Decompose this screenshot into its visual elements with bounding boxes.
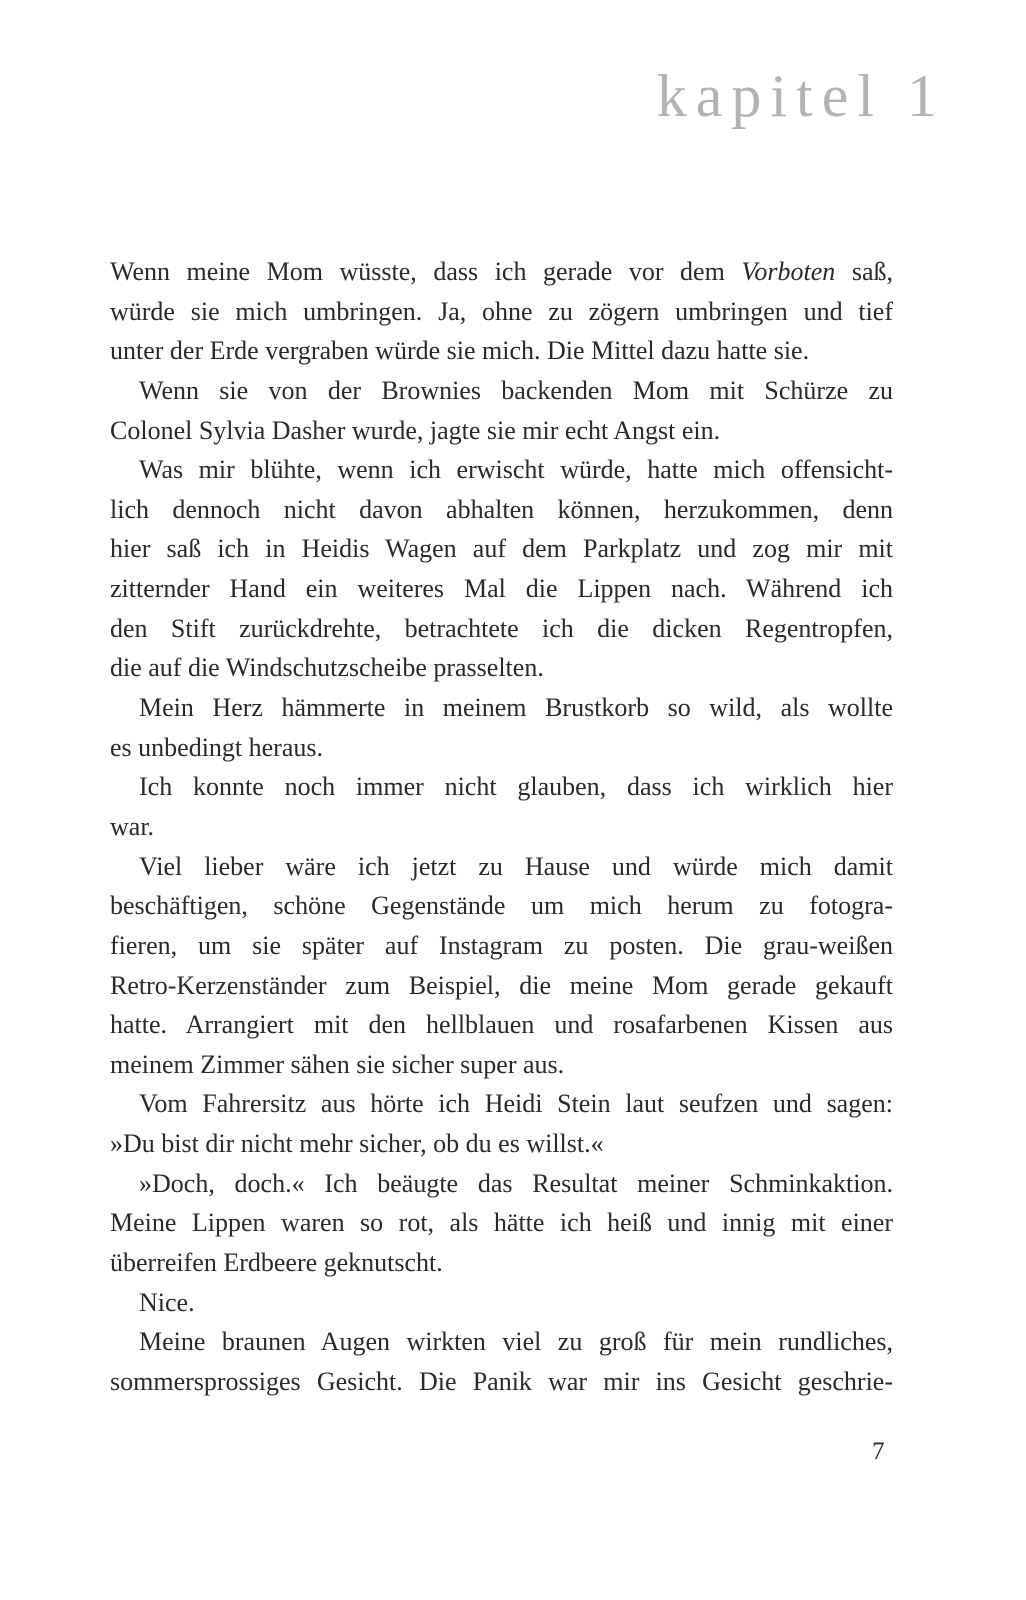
text-line: »Du bist dir nicht mehr sicher, ob du es willst.« xyxy=(110,1129,604,1159)
text-line: Colonel Sylvia Dasher wurde, jagte sie mir echt Angst ein. xyxy=(110,415,721,445)
text-line: Meine Lippen waren so rot, als hätte ich heiß und innig mit einer xyxy=(110,1208,893,1238)
text-line: fieren, um sie später auf Instagram zu posten. Die grau-weißen xyxy=(110,930,893,960)
text-line: unter der Erde vergraben würde sie mich. Die Mittel dazu hatte sie. xyxy=(110,336,810,366)
text-line: den Stift zurückdrehte, betrachtete ich die dicken Regentropfen, xyxy=(110,613,893,643)
text-line: beschäftigen, schöne Gegenstände um mich herum zu fotogra- xyxy=(110,891,893,921)
italic-title: Vorboten xyxy=(741,257,836,286)
text-line: hier saß ich in Heidis Wagen auf dem Parkplatz und zog mir mit xyxy=(110,534,893,564)
text-line: Meine braunen Augen wirkten viel zu groß für mein rundliches, xyxy=(139,1327,893,1357)
text-line: zitternder Hand ein weiteres Mal die Lippen nach. Während ich xyxy=(110,574,893,604)
text-line: Ich konnte noch immer nicht glauben, dass ich wirklich hier xyxy=(139,772,893,802)
text-segment: saß, xyxy=(835,257,893,286)
text-line: Retro-Kerzenständer zum Beispiel, die meine Mom gerade gekauft xyxy=(110,970,893,1000)
text-line: Was mir blühte, wenn ich erwischt würde, hatte mich offensicht- xyxy=(139,455,893,485)
text-line: sommersprossiges Gesicht. Die Panik war mir ins Gesicht geschrie- xyxy=(110,1366,893,1396)
text-line: es unbedingt heraus. xyxy=(110,732,324,762)
text-line: Wenn sie von der Brownies backenden Mom mit Schürze zu xyxy=(139,375,893,405)
text-line: meinem Zimmer sähen sie sicher super aus. xyxy=(110,1049,565,1079)
text-line: überreifen Erdbeere geknutscht. xyxy=(110,1248,443,1278)
text-line: würde sie mich umbringen. Ja, ohne zu zögern umbringen und tief xyxy=(110,296,893,326)
text-line: hatte. Arrangiert mit den hellblauen und rosafarbenen Kissen aus xyxy=(110,1010,893,1040)
chapter-heading: kapitel 1 xyxy=(656,63,946,129)
text-line: »Doch, doch.« Ich beäugte das Resultat meiner Schminkaktion. xyxy=(139,1168,893,1198)
text-segment: Wenn meine Mom wüsste, dass ich gerade vor dem xyxy=(110,257,742,286)
text-line: Viel lieber wäre ich jetzt zu Hause und würde mich damit xyxy=(139,851,893,881)
text-line: lich dennoch nicht davon abhalten können, herzukommen, denn xyxy=(110,494,893,524)
text-line: Nice. xyxy=(139,1287,195,1317)
text-line: war. xyxy=(110,811,155,841)
text-line: Mein Herz hämmerte in meinem Brustkorb so wild, als wollte xyxy=(139,693,893,723)
page-number: 7 xyxy=(872,1438,885,1465)
body-text xyxy=(110,252,893,1402)
text-line: Vom Fahrersitz aus hörte ich Heidi Stein laut seufzen und sagen: xyxy=(139,1089,893,1119)
text-line: die auf die Windschutzscheibe prasselten. xyxy=(110,653,544,683)
text-line xyxy=(110,252,893,292)
